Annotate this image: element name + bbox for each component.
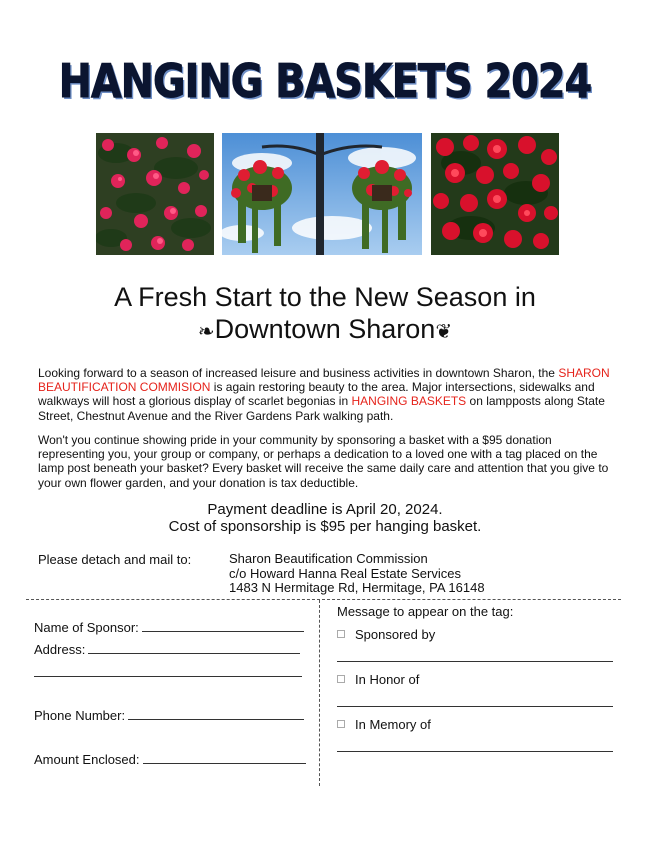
headline-line-1: A Fresh Start to the New Season in (114, 282, 536, 312)
headline-location: Downtown Sharon (214, 314, 436, 344)
sponsorship-paragraph: Won't you continue showing pride in your community by sponsoring a basket with a $95 donation representing you, your group or company, or perhaps a dedication to a loved one with a tag placed on the lamp post beneath your basket? Every basket will receive the same daily care and attention that you give to your own flower garden, and your donation is tax deductible. (38, 433, 609, 490)
phone-label: Phone Number: (34, 708, 126, 723)
ornament-left-icon: ❧ (197, 319, 215, 343)
sponsor-name-field[interactable] (34, 620, 304, 635)
commission-highlight: SHARON BEAUTIFICATION COMMISION (38, 366, 610, 395)
sponsor-name-label: Name of Sponsor: (34, 620, 139, 635)
amount-line[interactable] (143, 753, 306, 764)
intro-text-2: is again restoring beauty to the area. Major intersections, sidewalks and walkways will host a glorious display of scarlet begonias in (38, 380, 595, 409)
intro-text-1: Looking forward to a season of increased leisure and business activities in downtown Sharon, the (38, 366, 559, 380)
mail-street: 1483 N Hermitage Rd, Hermitage, PA 16148 (229, 580, 485, 595)
intro-text-3: on lampposts along State Street, Chestnut Avenue and the River Gardens Park walking path. (38, 394, 605, 423)
in-honor-of-line[interactable] (337, 706, 613, 707)
option-label: Sponsored by (355, 627, 436, 642)
red-begonia-flowers-photo (96, 133, 214, 255)
address-label: Address: (34, 642, 86, 657)
option-sponsored-by[interactable] (337, 627, 435, 642)
payment-deadline: Payment deadline is April 20, 2024. (207, 501, 443, 518)
page-title: HANGING BASKETS 2024 (58, 54, 592, 108)
option-label: In Memory of (355, 717, 431, 732)
in-memory-of-line[interactable] (337, 751, 613, 752)
sponsored-by-line[interactable] (337, 661, 613, 662)
mail-label: Please detach and mail to: (38, 552, 192, 567)
phone-line[interactable] (128, 709, 304, 720)
option-in-memory-of[interactable] (337, 717, 431, 732)
mail-care-of: c/o Howard Hanna Real Estate Services (229, 565, 461, 581)
checkbox-icon[interactable] (337, 630, 345, 638)
mailing-address (229, 552, 485, 596)
address-line-1[interactable] (88, 643, 300, 654)
option-in-honor-of[interactable] (337, 672, 419, 687)
baskets-highlight: HANGING BASKETS (351, 394, 467, 409)
sponsorship-cost: Cost of sponsorship is $95 per hanging basket. (168, 518, 482, 535)
headline-line-2 (0, 314, 650, 345)
option-label: In Honor of (355, 672, 420, 687)
amount-field[interactable] (34, 752, 306, 767)
address-field-2[interactable] (34, 665, 302, 680)
mail-recipient: Sharon Beautification Commission (229, 551, 428, 566)
ornament-right-icon: ❦ (435, 319, 453, 343)
message-title: Message to appear on the tag: (337, 604, 514, 619)
amount-label: Amount Enclosed: (34, 752, 140, 767)
phone-field[interactable] (34, 708, 304, 723)
sponsor-name-line[interactable] (142, 621, 304, 632)
checkbox-icon[interactable] (337, 720, 345, 728)
checkbox-icon[interactable] (337, 675, 345, 683)
red-begonia-closeup-photo (431, 133, 559, 255)
intro-paragraph (38, 366, 610, 423)
address-field[interactable] (34, 642, 300, 657)
detach-line (26, 599, 621, 600)
address-line-2[interactable] (34, 666, 302, 677)
column-divider (319, 600, 320, 786)
lamppost-hanging-baskets-photo (222, 133, 422, 255)
